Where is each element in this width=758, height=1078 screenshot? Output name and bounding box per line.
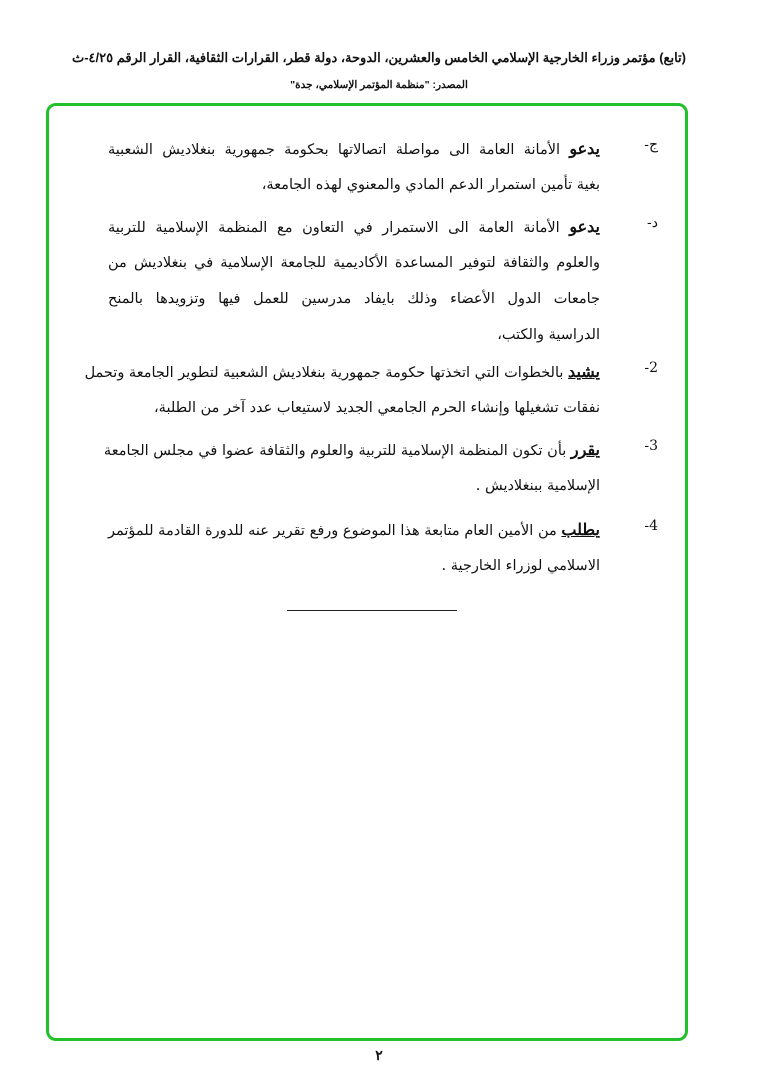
page-number: ٢ xyxy=(375,1048,383,1064)
item-line: والعلوم والثقافة لتوفير المساعدة الأكاديمية للجامعة الإسلامية في بنغلاديش من xyxy=(108,255,600,271)
end-rule-divider xyxy=(287,610,457,611)
item-marker: ج- xyxy=(644,137,658,153)
item-verb: يطلب xyxy=(561,520,600,539)
document-header-title: (تابع) مؤتمر وزراء الخارجية الإسلامي الخامس والعشرين، الدوحة، دولة قطر، القرارات الثقافية، القرار الرقم ٤/٢٥-ث xyxy=(71,50,687,65)
item-line: الإسلامية ببنغلاديش . xyxy=(475,478,600,494)
item-line: الدراسية والكتب، xyxy=(497,327,600,343)
item-line: بأن تكون المنظمة الإسلامية للتربية والعلوم والثقافة عضوا في مجلس الجامعة xyxy=(103,443,567,459)
item-line: نفقات تشغيلها وإنشاء الحرم الجامعي الجديد لاستيعاب عدد آخر من الطلبة، xyxy=(154,400,600,416)
item-marker: د- xyxy=(647,215,658,231)
item-verb: يدعو xyxy=(569,217,601,236)
item-line: الأمانة العامة الى الاستمرار في التعاون مع المنظمة الإسلامية للتربية xyxy=(108,220,560,236)
item-marker: 4- xyxy=(644,518,658,534)
item-verb: يقرر xyxy=(570,440,600,459)
item-line: بغية تأمين استمرار الدعم المادي والمعنوي لهذه الجامعة، xyxy=(261,177,600,193)
document-source: المصدر: "منظمة المؤتمر الإسلامي، جدة" xyxy=(290,79,468,91)
item-line: الاسلامي لوزراء الخارجية . xyxy=(441,558,600,574)
item-line: من الأمين العام متابعة هذا الموضوع ورفع تقرير عنه للدورة القادمة للمؤتمر xyxy=(108,523,557,539)
item-line: بالخطوات التي اتخذتها حكومة جمهورية بنغلاديش الشعبية لتطوير الجامعة وتحمل xyxy=(84,365,564,381)
item-verb: يدعو xyxy=(569,139,600,158)
item-line: الأمانة العامة الى مواصلة اتصالاتها بحكومة جمهورية بنغلاديش الشعبية xyxy=(108,142,561,158)
item-verb: يشيد xyxy=(568,362,600,381)
item-marker: 3- xyxy=(644,438,658,454)
item-marker: 2- xyxy=(644,360,658,376)
item-line: جامعات الدول الأعضاء وذلك بايفاد مدرسين للعمل فيها وتزويدها بالمنح xyxy=(108,291,600,307)
